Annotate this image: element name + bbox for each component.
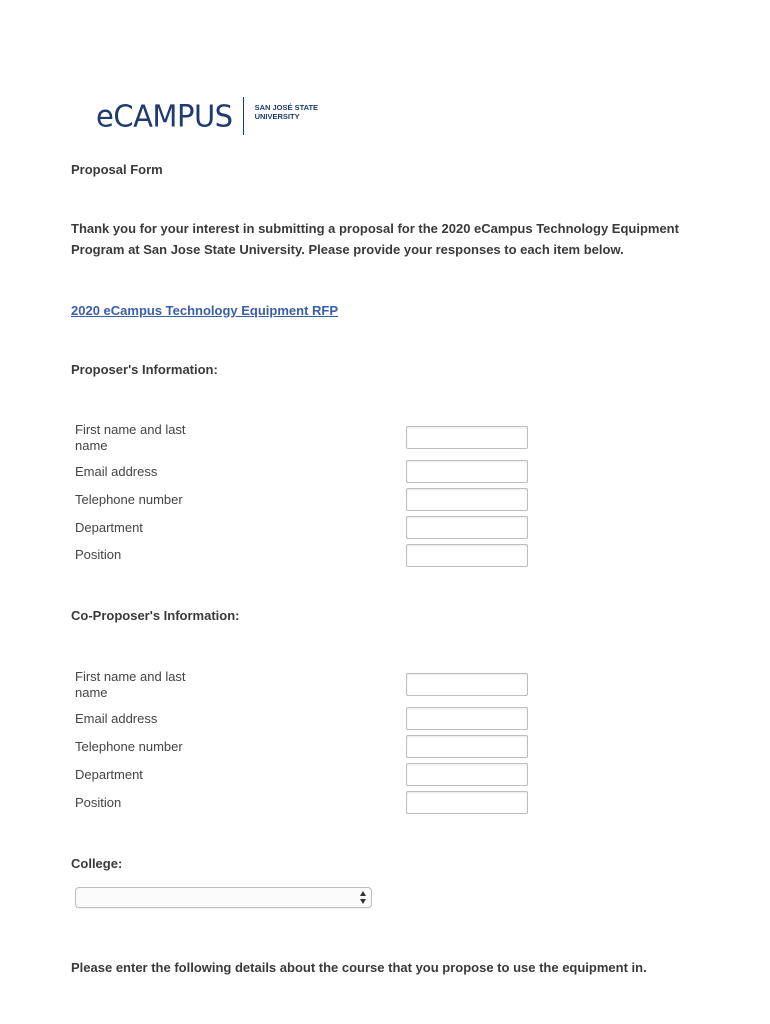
logo-university-name: SAN JOSÉ STATE UNIVERSITY	[254, 103, 319, 121]
co-proposer-position-input[interactable]	[406, 791, 528, 814]
co-proposer-email-label: Email address	[75, 711, 158, 726]
proposer-position-input[interactable]	[406, 544, 528, 567]
proposer-name-input[interactable]	[406, 426, 528, 449]
proposer-name-label: First name and last name	[75, 422, 186, 453]
rfp-link[interactable]: 2020 eCampus Technology Equipment RFP	[71, 303, 339, 318]
logo-wordmark: eCAMPUS	[96, 97, 233, 134]
college-heading: College:	[71, 856, 123, 871]
co-proposer-department-label: Department	[75, 767, 143, 782]
form-title: Proposal Form	[71, 162, 163, 177]
proposer-telephone-label: Telephone number	[75, 492, 183, 507]
proposer-position-label: Position	[75, 547, 122, 562]
logo-divider	[243, 97, 244, 135]
co-proposer-telephone-label: Telephone number	[75, 739, 183, 754]
intro-text: Thank you for your interest in submitting a proposal for the 2020 eCampus Technology Equipment Program at San Jose State University. Please provide your responses to each item below.	[71, 221, 679, 257]
co-proposer-email-input[interactable]	[406, 707, 528, 730]
select-arrows-icon	[359, 890, 367, 905]
proposer-email-input[interactable]	[406, 460, 528, 483]
co-proposer-heading: Co-Proposer's Information:	[71, 608, 240, 623]
co-proposer-name-label: First name and last name	[75, 669, 186, 700]
college-select[interactable]	[75, 887, 372, 908]
co-proposer-telephone-input[interactable]	[406, 735, 528, 758]
course-details-prompt: Please enter the following details about the course that you propose to use the equipment in.	[71, 960, 647, 975]
co-proposer-name-input[interactable]	[406, 673, 528, 696]
proposer-department-label: Department	[75, 520, 143, 535]
proposer-telephone-input[interactable]	[406, 488, 528, 511]
proposer-heading: Proposer's Information:	[71, 362, 218, 377]
co-proposer-department-input[interactable]	[406, 763, 528, 786]
proposer-department-input[interactable]	[406, 516, 528, 539]
proposer-email-label: Email address	[75, 464, 158, 479]
ecampus-logo	[96, 96, 318, 136]
co-proposer-position-label: Position	[75, 795, 122, 810]
